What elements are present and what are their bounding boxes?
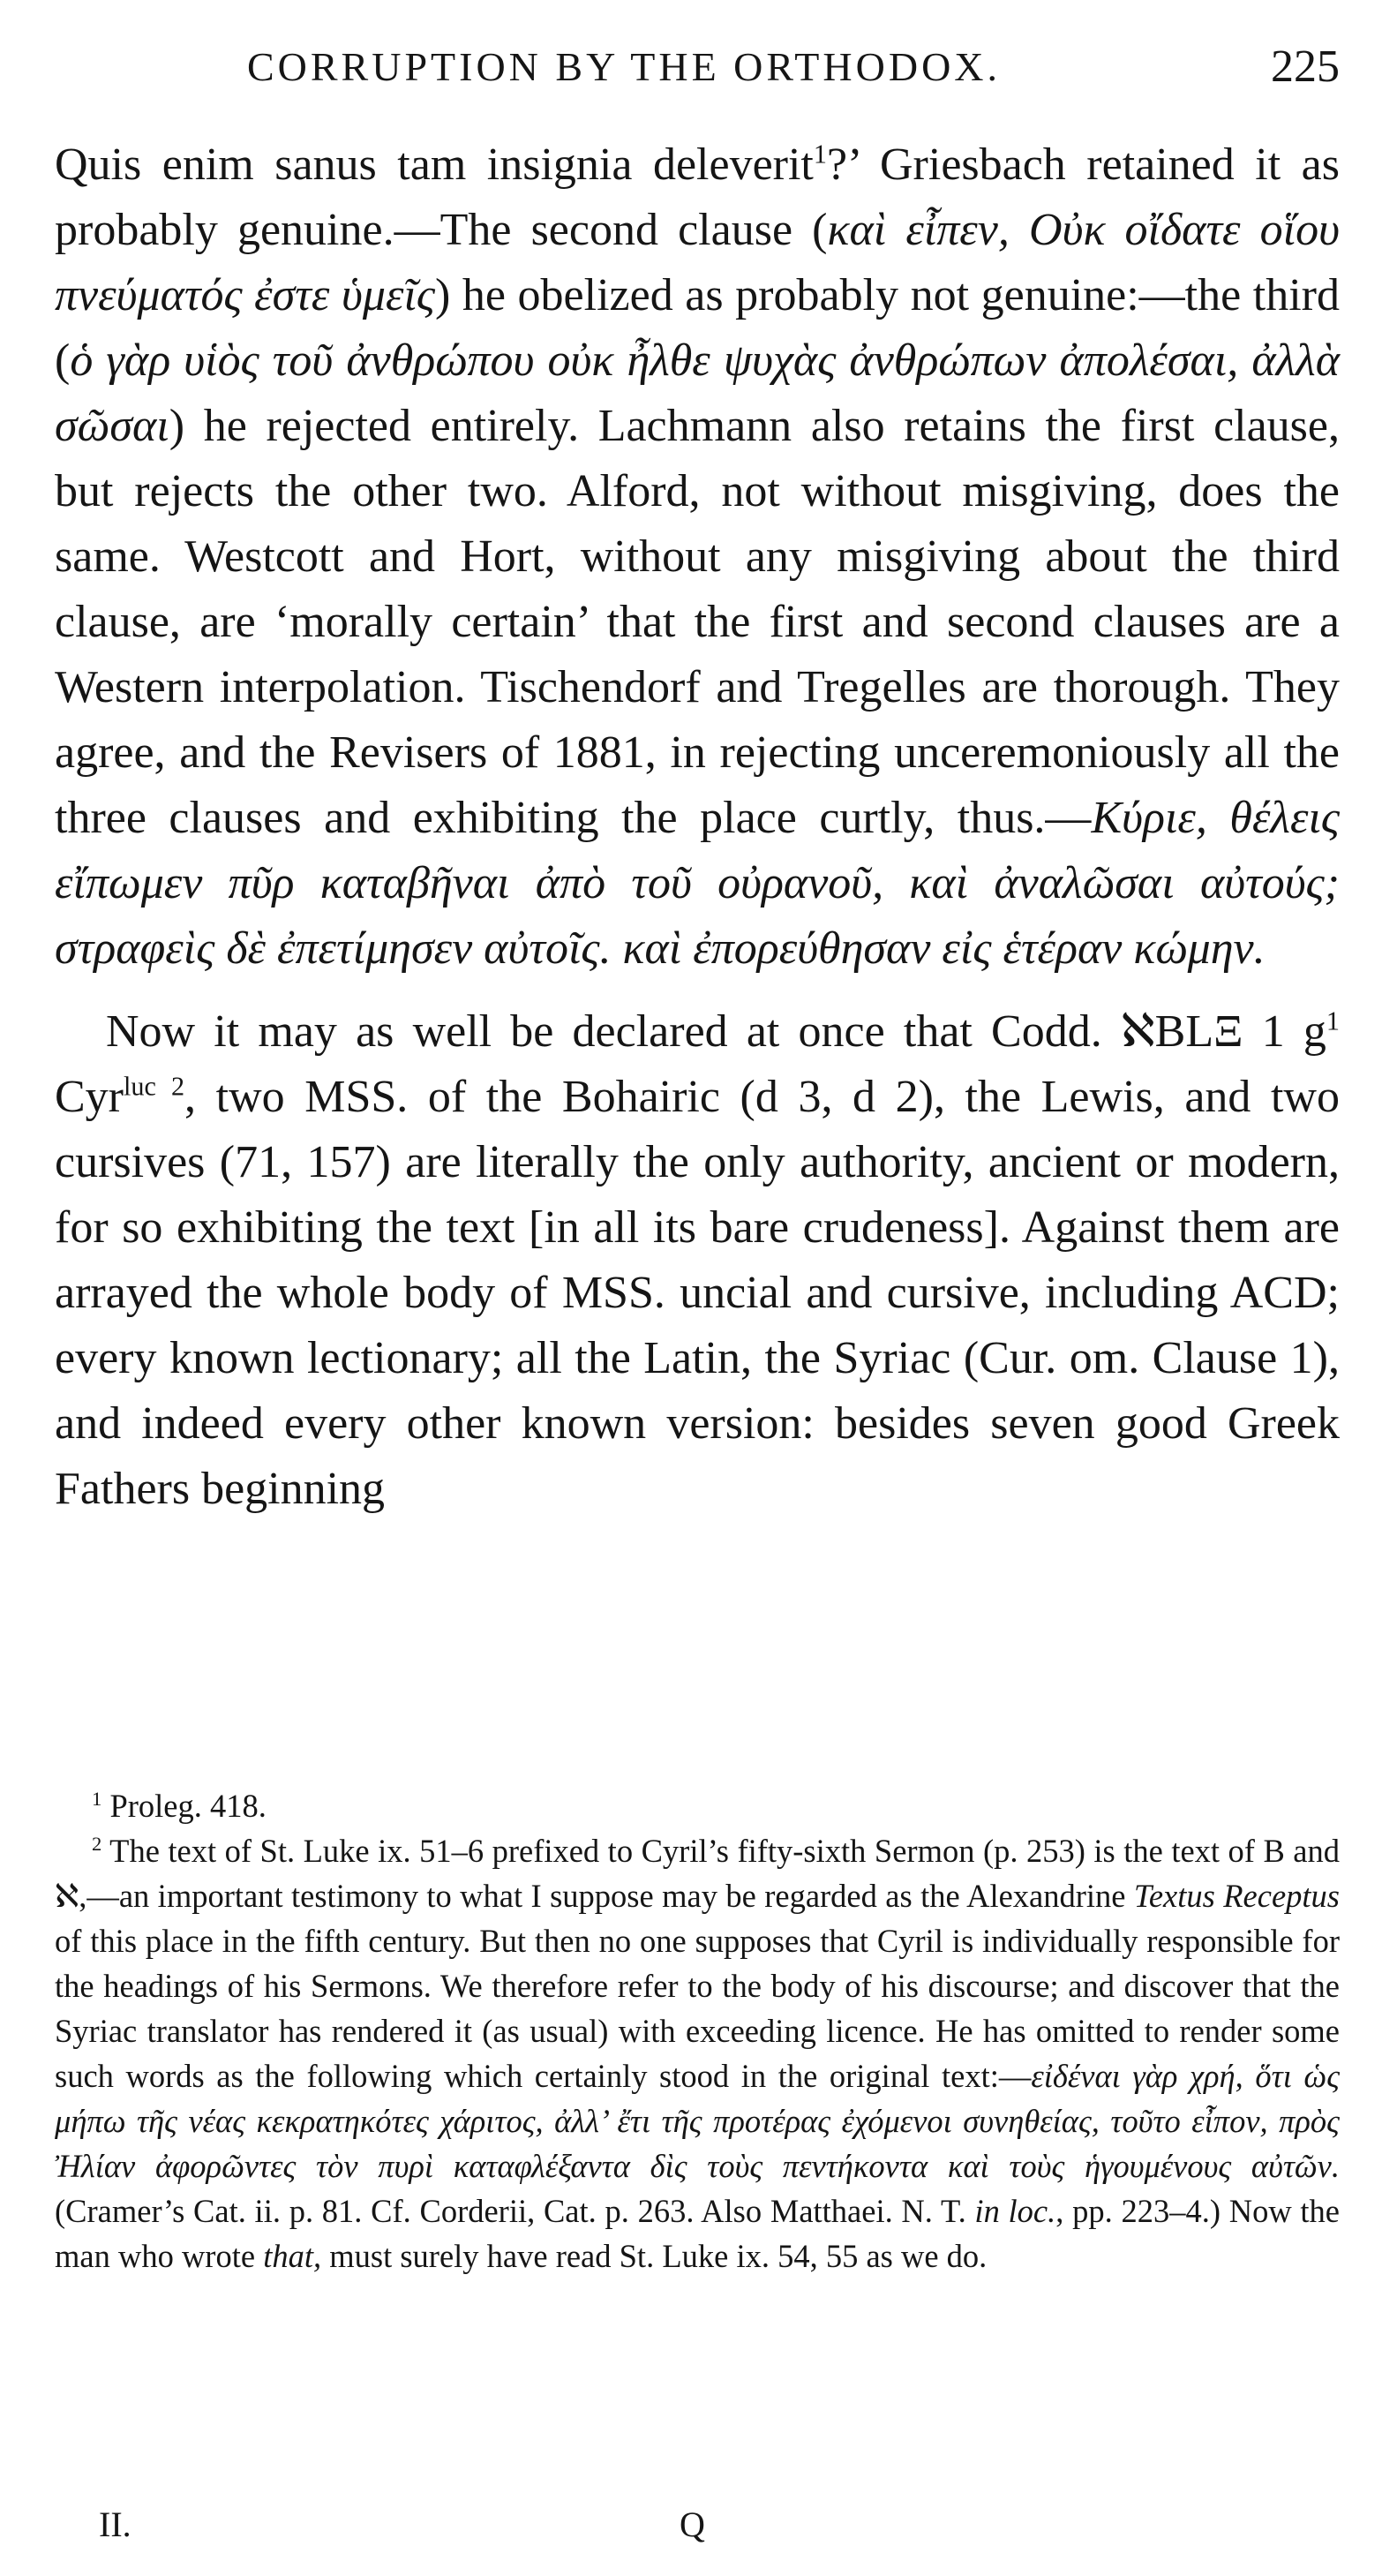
italic-term: that,: [263, 2238, 322, 2274]
italic-term: Textus Receptus: [1133, 1878, 1341, 1914]
footnote-text: Proleg. 418.: [101, 1788, 267, 1824]
footnote-mark: 2: [92, 1832, 102, 1855]
volume-mark: II.: [99, 2504, 131, 2544]
page-number: 225: [1271, 41, 1340, 92]
footnote-text: of this place in the fifth century. But then no one supposes that Cyril is individually responsible for the headings of his Sermons. We therefore refer to the body of his discourse; and discover that the Syriac translator has rendered it (as usual) with exceeding licence. He has omitted to render some such words as the following which certainly stood in the original text:—: [55, 1923, 1340, 2094]
text-run: ) he rejected entirely. Lachmann also retains the first clause, but rejects the other two. Alford, not without misgiving, does the same. Westcott and Hort, without any misgiving about the third clause, are ‘morally certain’ that the first and second clauses are a Western interpolation. Tischendorf and Tregelles are thorough. They agree, and the Revisers of 1881, in rejecting unceremoniously all the three clauses and exhibiting the place curtly, thus.—: [55, 401, 1340, 843]
footnote-ref-2: luc 2: [124, 1071, 185, 1102]
text-run: ?’ Griesbach retained it as probably genuine.—The second clause (: [55, 139, 1341, 255]
footnote-text: (Cramer’s Cat. ii. p. 81. Cf. Corderii, Cat. p. 263. Also Matthaei. N. T.: [55, 2193, 975, 2229]
paragraph-1: [55, 132, 1340, 982]
italic-term: in loc.: [974, 2193, 1056, 2229]
footnote-1: [55, 1783, 1340, 1828]
footnote-text: , pp. 223–4.) Now the man who wrote: [55, 2193, 1340, 2274]
footnote-text: The text of St. Luke ix. 51–6 prefixed to Cyril’s fifty-sixth Sermon (p. 253) is the text of B and ℵ,—an important testimony to what I suppose may be regarded as the Alexandrine: [55, 1833, 1340, 1914]
paragraph-2: [55, 999, 1340, 1522]
signature-letter: Q: [680, 2504, 705, 2544]
footnote-2: [55, 1828, 1340, 2278]
text-run: , two MSS. of the Bohairic (d 3, d 2), the Lewis, and two cursives (71, 157) are literally the only authority, ancient or modern, for so exhibiting the text [in all its bare crudeness]. Against them are arrayed the whole body of MSS. uncial and cursive, including ACD; every known lectionary; all the Latin, the Syriac (Cur. om. Clause 1), and indeed every other known version: besides seven good Greek Fathers beginning: [55, 1072, 1340, 1514]
greek-quote: Κύριε, θέλεις εἴπωμεν πῦρ καταβῆναι ἀπὸ τοῦ οὐρανοῦ, καὶ ἀναλῶσαι αὐτούς; στραφεὶς δὲ ἐπετίμησεν αὐτοῖς. καὶ ἐπορεύθησαν εἰς ἑτέραν κώμην.: [55, 793, 1340, 974]
text-run: Quis enim sanus tam insignia deleverit: [55, 139, 814, 190]
running-head: [55, 39, 1340, 95]
footnote-text: must surely have read St. Luke ix. 54, 55 as we do.: [321, 2238, 988, 2274]
main-text: [55, 132, 1340, 1522]
greek-quote: καὶ εἶπεν, Οὐκ οἴδατε οἵου πνεύματός ἐστε ὑμεῖς: [55, 205, 1340, 320]
greek-quote: εἰδέναι γὰρ χρή, ὅτι ὡς μήπω τῆς νέας κεκρατηκότες χάριτος, ἀλλ’ ἔτι τῆς προτέρας ἐχόμενοι συνηθείας, τοῦτο εἶπον, πρὸς Ἠλίαν ἀφορῶντες τὸν πυρὶ καταφλέξαντα δὶς τοὺς πεντήκοντα καὶ τοὺς ἡγουμένους αὐτῶν.: [55, 2058, 1341, 2184]
footnote-ref-1: 1: [813, 139, 827, 169]
text-run: Now it may as well be declared at once that Codd. ℵBLΞ 1 g: [106, 1006, 1326, 1057]
footnote-mark: 1: [92, 1787, 102, 1810]
greek-quote: ὁ γὰρ υἱὸς τοῦ ἀνθρώπου οὐκ ἦλθε ψυχὰς ἀνθρώπων ἀπολέσαι, ἀλλὰ σῶσαι: [55, 335, 1340, 451]
footnotes: [55, 1783, 1340, 2278]
running-title: CORRUPTION BY THE ORTHODOX.: [246, 44, 1002, 89]
text-run: Cyr: [55, 1072, 124, 1122]
superscript: 1: [1326, 1006, 1340, 1036]
text-run: ) he obelized as probably not genuine:—the third (: [55, 270, 1340, 386]
